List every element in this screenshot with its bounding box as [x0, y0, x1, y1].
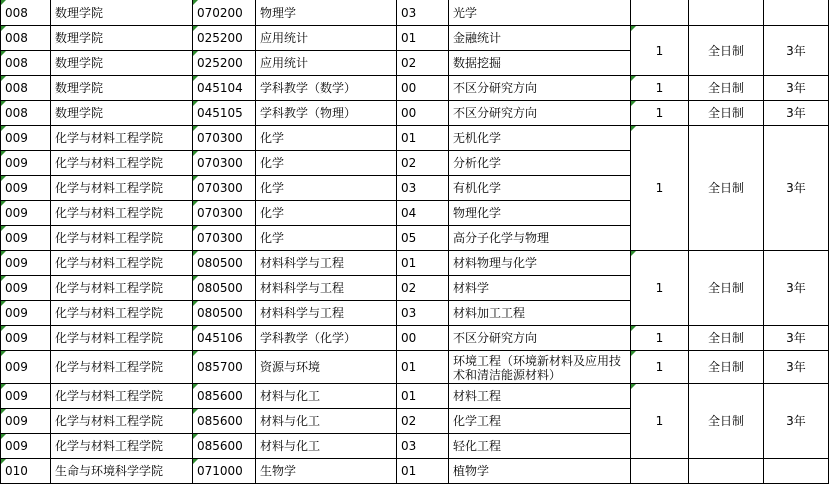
college-name-cell[interactable]: 化学与材料工程学院	[51, 251, 193, 276]
college-name-cell[interactable]: 化学与材料工程学院	[51, 351, 193, 384]
major-code-cell[interactable]: 070300	[193, 176, 256, 201]
major-code-cell[interactable]: 070300	[193, 126, 256, 151]
college-code-cell[interactable]: 009	[1, 351, 51, 384]
direction-name-cell[interactable]: 不区分研究方向	[449, 76, 631, 101]
count-cell[interactable]	[631, 0, 689, 26]
college-code-cell[interactable]: 009	[1, 409, 51, 434]
years-cell[interactable]: 3年	[764, 101, 829, 126]
count-cell[interactable]	[631, 459, 689, 484]
direction-name-cell[interactable]: 轻化工程	[449, 434, 631, 459]
direction-code-cell[interactable]: 04	[397, 201, 449, 226]
college-name-cell[interactable]: 化学与材料工程学院	[51, 201, 193, 226]
college-name-cell[interactable]: 化学与材料工程学院	[51, 176, 193, 201]
major-name-cell[interactable]: 应用统计	[256, 26, 397, 51]
college-code-cell[interactable]: 008	[1, 76, 51, 101]
major-code-cell[interactable]: 085600	[193, 434, 256, 459]
major-name-cell[interactable]: 资源与环境	[256, 351, 397, 384]
college-name-cell[interactable]: 化学与材料工程学院	[51, 151, 193, 176]
table-row	[1, 251, 829, 276]
direction-code-cell[interactable]: 03	[397, 301, 449, 326]
major-name-cell[interactable]: 化学	[256, 176, 397, 201]
major-name-cell[interactable]: 材料科学与工程	[256, 301, 397, 326]
direction-name-cell[interactable]: 环境工程（环境新材料及应用技术和清洁能源材料）	[449, 351, 631, 384]
direction-name-cell[interactable]: 分析化学	[449, 151, 631, 176]
years-cell[interactable]: 3年	[764, 251, 829, 326]
direction-name-cell[interactable]: 材料加工工程	[449, 301, 631, 326]
direction-code-cell[interactable]: 02	[397, 51, 449, 76]
major-code-cell[interactable]: 070300	[193, 226, 256, 251]
major-name-cell[interactable]: 材料与化工	[256, 409, 397, 434]
direction-code-cell[interactable]: 05	[397, 226, 449, 251]
direction-name-cell[interactable]: 无机化学	[449, 126, 631, 151]
table-row	[1, 101, 829, 126]
college-code-cell[interactable]: 009	[1, 384, 51, 409]
major-code-cell[interactable]: 070300	[193, 201, 256, 226]
college-code-cell[interactable]: 009	[1, 226, 51, 251]
major-name-cell[interactable]: 生物学	[256, 459, 397, 484]
years-cell[interactable]: 3年	[764, 326, 829, 351]
college-code-cell[interactable]: 009	[1, 126, 51, 151]
direction-code-cell[interactable]: 00	[397, 326, 449, 351]
college-code-cell[interactable]: 008	[1, 101, 51, 126]
years-cell[interactable]: 3年	[764, 26, 829, 76]
college-code-cell[interactable]: 009	[1, 276, 51, 301]
college-code-cell[interactable]: 009	[1, 326, 51, 351]
study-mode-cell[interactable]: 全日制	[689, 126, 764, 251]
major-name-cell[interactable]: 物理学	[256, 0, 397, 26]
college-code-cell[interactable]: 010	[1, 459, 51, 484]
college-name-cell[interactable]: 化学与材料工程学院	[51, 301, 193, 326]
count-cell[interactable]: 1	[631, 251, 689, 326]
major-code-cell[interactable]: 045105	[193, 101, 256, 126]
years-cell[interactable]: 3年	[764, 126, 829, 251]
table-row	[1, 126, 829, 151]
direction-name-cell[interactable]: 物理化学	[449, 201, 631, 226]
study-mode-cell[interactable]: 全日制	[689, 251, 764, 326]
college-code-cell[interactable]: 009	[1, 301, 51, 326]
college-code-cell[interactable]: 009	[1, 201, 51, 226]
direction-name-cell[interactable]: 材料工程	[449, 384, 631, 409]
direction-code-cell[interactable]: 03	[397, 0, 449, 26]
direction-code-cell[interactable]: 01	[397, 351, 449, 384]
direction-name-cell[interactable]: 化学工程	[449, 409, 631, 434]
major-code-cell[interactable]: 080500	[193, 251, 256, 276]
years-cell[interactable]: 3年	[764, 384, 829, 459]
years-cell[interactable]	[764, 459, 829, 484]
direction-code-cell[interactable]: 01	[397, 459, 449, 484]
direction-code-cell[interactable]: 03	[397, 176, 449, 201]
college-code-cell[interactable]: 008	[1, 0, 51, 26]
college-code-cell[interactable]: 009	[1, 434, 51, 459]
table-row	[1, 26, 829, 51]
major-name-cell[interactable]: 应用统计	[256, 51, 397, 76]
direction-name-cell[interactable]: 不区分研究方向	[449, 326, 631, 351]
college-name-cell[interactable]: 化学与材料工程学院	[51, 226, 193, 251]
count-cell[interactable]: 1	[631, 326, 689, 351]
major-name-cell[interactable]: 化学	[256, 126, 397, 151]
college-name-cell[interactable]: 生命与环境科学学院	[51, 459, 193, 484]
direction-code-cell[interactable]: 01	[397, 126, 449, 151]
study-mode-cell[interactable]: 全日制	[689, 76, 764, 101]
college-name-cell[interactable]: 化学与材料工程学院	[51, 384, 193, 409]
direction-code-cell[interactable]: 03	[397, 434, 449, 459]
direction-name-cell[interactable]: 植物学	[449, 459, 631, 484]
major-name-cell[interactable]: 材料与化工	[256, 434, 397, 459]
study-mode-cell[interactable]: 全日制	[689, 351, 764, 384]
major-code-cell[interactable]: 080500	[193, 276, 256, 301]
direction-name-cell[interactable]: 有机化学	[449, 176, 631, 201]
count-cell[interactable]: 1	[631, 126, 689, 251]
major-name-cell[interactable]: 学科教学（物理）	[256, 101, 397, 126]
direction-code-cell[interactable]: 01	[397, 251, 449, 276]
major-name-cell[interactable]: 材料科学与工程	[256, 251, 397, 276]
direction-code-cell[interactable]: 01	[397, 26, 449, 51]
years-cell[interactable]: 3年	[764, 351, 829, 384]
major-code-cell[interactable]: 080500	[193, 301, 256, 326]
major-name-cell[interactable]: 化学	[256, 151, 397, 176]
major-name-cell[interactable]: 材料与化工	[256, 384, 397, 409]
college-name-cell[interactable]: 化学与材料工程学院	[51, 326, 193, 351]
major-code-cell[interactable]: 085700	[193, 351, 256, 384]
major-name-cell[interactable]: 化学	[256, 201, 397, 226]
table-row	[1, 0, 829, 26]
direction-code-cell[interactable]: 00	[397, 101, 449, 126]
college-name-cell[interactable]: 化学与材料工程学院	[51, 276, 193, 301]
major-name-cell[interactable]: 学科教学（数学）	[256, 76, 397, 101]
table-row	[1, 459, 829, 484]
major-code-cell[interactable]: 025200	[193, 26, 256, 51]
study-mode-cell[interactable]: 全日制	[689, 26, 764, 76]
count-cell[interactable]: 1	[631, 384, 689, 459]
direction-name-cell[interactable]: 光学	[449, 0, 631, 26]
count-cell[interactable]: 1	[631, 101, 689, 126]
college-code-cell[interactable]: 009	[1, 176, 51, 201]
college-name-cell[interactable]: 化学与材料工程学院	[51, 434, 193, 459]
direction-code-cell[interactable]: 02	[397, 409, 449, 434]
college-name-cell[interactable]: 数理学院	[51, 0, 193, 26]
years-cell[interactable]	[764, 0, 829, 26]
major-code-cell[interactable]: 085600	[193, 384, 256, 409]
college-name-cell[interactable]: 化学与材料工程学院	[51, 126, 193, 151]
direction-code-cell[interactable]: 02	[397, 276, 449, 301]
college-name-cell[interactable]: 数理学院	[51, 101, 193, 126]
study-mode-cell[interactable]: 全日制	[689, 326, 764, 351]
college-code-cell[interactable]: 008	[1, 51, 51, 76]
table-row	[1, 76, 829, 101]
college-code-cell[interactable]: 009	[1, 251, 51, 276]
direction-name-cell[interactable]: 金融统计	[449, 26, 631, 51]
college-name-cell[interactable]: 数理学院	[51, 26, 193, 51]
direction-name-cell[interactable]: 材料学	[449, 276, 631, 301]
direction-name-cell[interactable]: 数据挖掘	[449, 51, 631, 76]
direction-code-cell[interactable]: 02	[397, 151, 449, 176]
major-code-cell[interactable]: 085600	[193, 409, 256, 434]
major-name-cell[interactable]: 化学	[256, 226, 397, 251]
table-row	[1, 326, 829, 351]
study-mode-cell[interactable]	[689, 0, 764, 26]
years-cell[interactable]: 3年	[764, 76, 829, 101]
major-code-cell[interactable]: 071000	[193, 459, 256, 484]
count-cell[interactable]: 1	[631, 76, 689, 101]
major-code-cell[interactable]: 045106	[193, 326, 256, 351]
study-mode-cell[interactable]	[689, 459, 764, 484]
count-cell[interactable]: 1	[631, 26, 689, 76]
college-name-cell[interactable]: 数理学院	[51, 51, 193, 76]
table-row	[1, 351, 829, 384]
direction-name-cell[interactable]: 高分子化学与物理	[449, 226, 631, 251]
college-code-cell[interactable]: 008	[1, 26, 51, 51]
direction-name-cell[interactable]: 材料物理与化学	[449, 251, 631, 276]
major-code-cell[interactable]: 070300	[193, 151, 256, 176]
major-name-cell[interactable]: 学科教学（化学）	[256, 326, 397, 351]
college-name-cell[interactable]: 化学与材料工程学院	[51, 409, 193, 434]
college-name-cell[interactable]: 数理学院	[51, 76, 193, 101]
major-code-cell[interactable]: 045104	[193, 76, 256, 101]
direction-code-cell[interactable]: 01	[397, 384, 449, 409]
direction-code-cell[interactable]: 00	[397, 76, 449, 101]
study-mode-cell[interactable]: 全日制	[689, 101, 764, 126]
major-name-cell[interactable]: 材料科学与工程	[256, 276, 397, 301]
college-code-cell[interactable]: 009	[1, 151, 51, 176]
major-code-cell[interactable]: 070200	[193, 0, 256, 26]
major-code-cell[interactable]: 025200	[193, 51, 256, 76]
direction-name-cell[interactable]: 不区分研究方向	[449, 101, 631, 126]
study-mode-cell[interactable]: 全日制	[689, 384, 764, 459]
table-row	[1, 384, 829, 409]
count-cell[interactable]: 1	[631, 351, 689, 384]
